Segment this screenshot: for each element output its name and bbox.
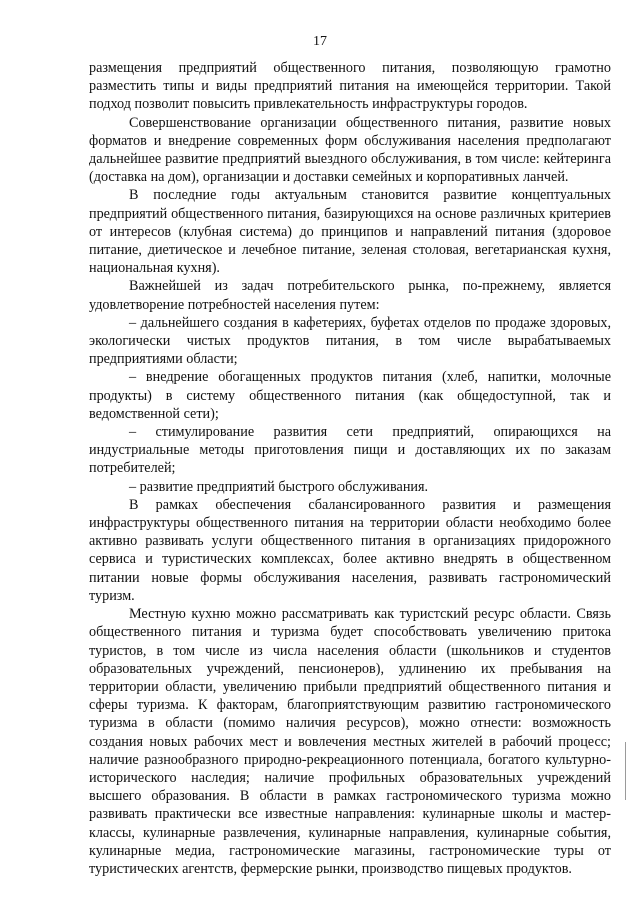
page-number: 17 [313,34,327,49]
paragraph-tasks-intro: Важнейшей из задач потребительского рынка, по-прежнему, является удовлетворение потребностей населения путем: [89,278,611,313]
paragraph-concepts: В последние годы актуальным становится развитие концептуальных предприятий общественного питания, базирующихся на основе различных критериев от интересов (клубная система) до принципов и направлений питания (здоровое питание, диетическое и лечебное питание, зеленая столовая, вегетарианская кухня, национальная кухня). [89,187,611,277]
paragraph-catering: Совершенствование организации общественного питания, развитие новых форматов и внедрение современных форм обслуживания населения предполагают дальнейшее развитие предприятий выездного обслуживания, в том числе: кейтеринга (доставка на дом), организации и доставки семейных и корпоративных ланчей. [89,114,611,186]
scan-edge-mark [625,742,626,800]
paragraph-gastro-tourism: Местную кухню можно рассматривать как туристский ресурс области. Связь общественного питания и туризма будет способствовать увеличению притока туристов, в том числе из числа населения области (школьников и студентов образовательных учреждений, пенсионеров), удлинению их пребывания на территории области, увеличению прибыли предприятий общественного питания и сферы туризма. К факторам, благоприятствующим развитию гастрономического туризма в области (помимо наличия ресурсов), можно отнести: возможность создания новых рабочих мест и вовлечения местных жителей в рабочий процесс; наличие разнообразного природно-рекреационного потенциала, богатого культурно-исторического наследия; наличие профильных образовательных учреждений высшего образования. В области в рамках гастрономического туризма можно развивать практически все известные направления: кулинарные школы и мастер-классы, кулинарные развлечения, кулинарные направления, кулинарные события, кулинарные медиа, гастрономические магазины, гастрономические туры от туристических агентств, фермерские рынки, производство пищевых продуктов. [89,606,611,877]
list-item-fast-service: – развитие предприятий быстрого обслуживания. [129,478,429,495]
list-item-industrial-methods: – стимулирование развития сети предприятий, опирающихся на индустриальные методы приготовления пищи и доставляющих их по заказам потребителей; [89,424,611,477]
list-item-cafeterias: – дальнейшего создания в кафетериях, буфетах отделов по продаже здоровых, экологически чистых продуктов питания, в том числе вырабатываемых предприятиями области; [89,314,611,368]
paragraph-continuation: размещения предприятий общественного питания, позволяющую грамотно разместить типы и виды предприятий питания на имеющейся территории. Такой подход позволит повысить привлекательность инфраструктуры городов. [89,60,611,113]
document-body [89,59,611,878]
paragraph-infrastructure: В рамках обеспечения сбалансированного развития и размещения инфраструктуры общественного питания на территории области необходимо более активно развивать услуги общественного питания в организациях придорожного сервиса и туристических комплексах, более активно внедрять в общественном питании новые формы обслуживания населения, развивать гастрономический туризм. [89,496,611,604]
list-item-fortified-products: – внедрение обогащенных продуктов питания (хлеб, напитки, молочные продукты) в систему общественного питания (как общедоступной, так и ведомственной сети); [89,369,611,422]
